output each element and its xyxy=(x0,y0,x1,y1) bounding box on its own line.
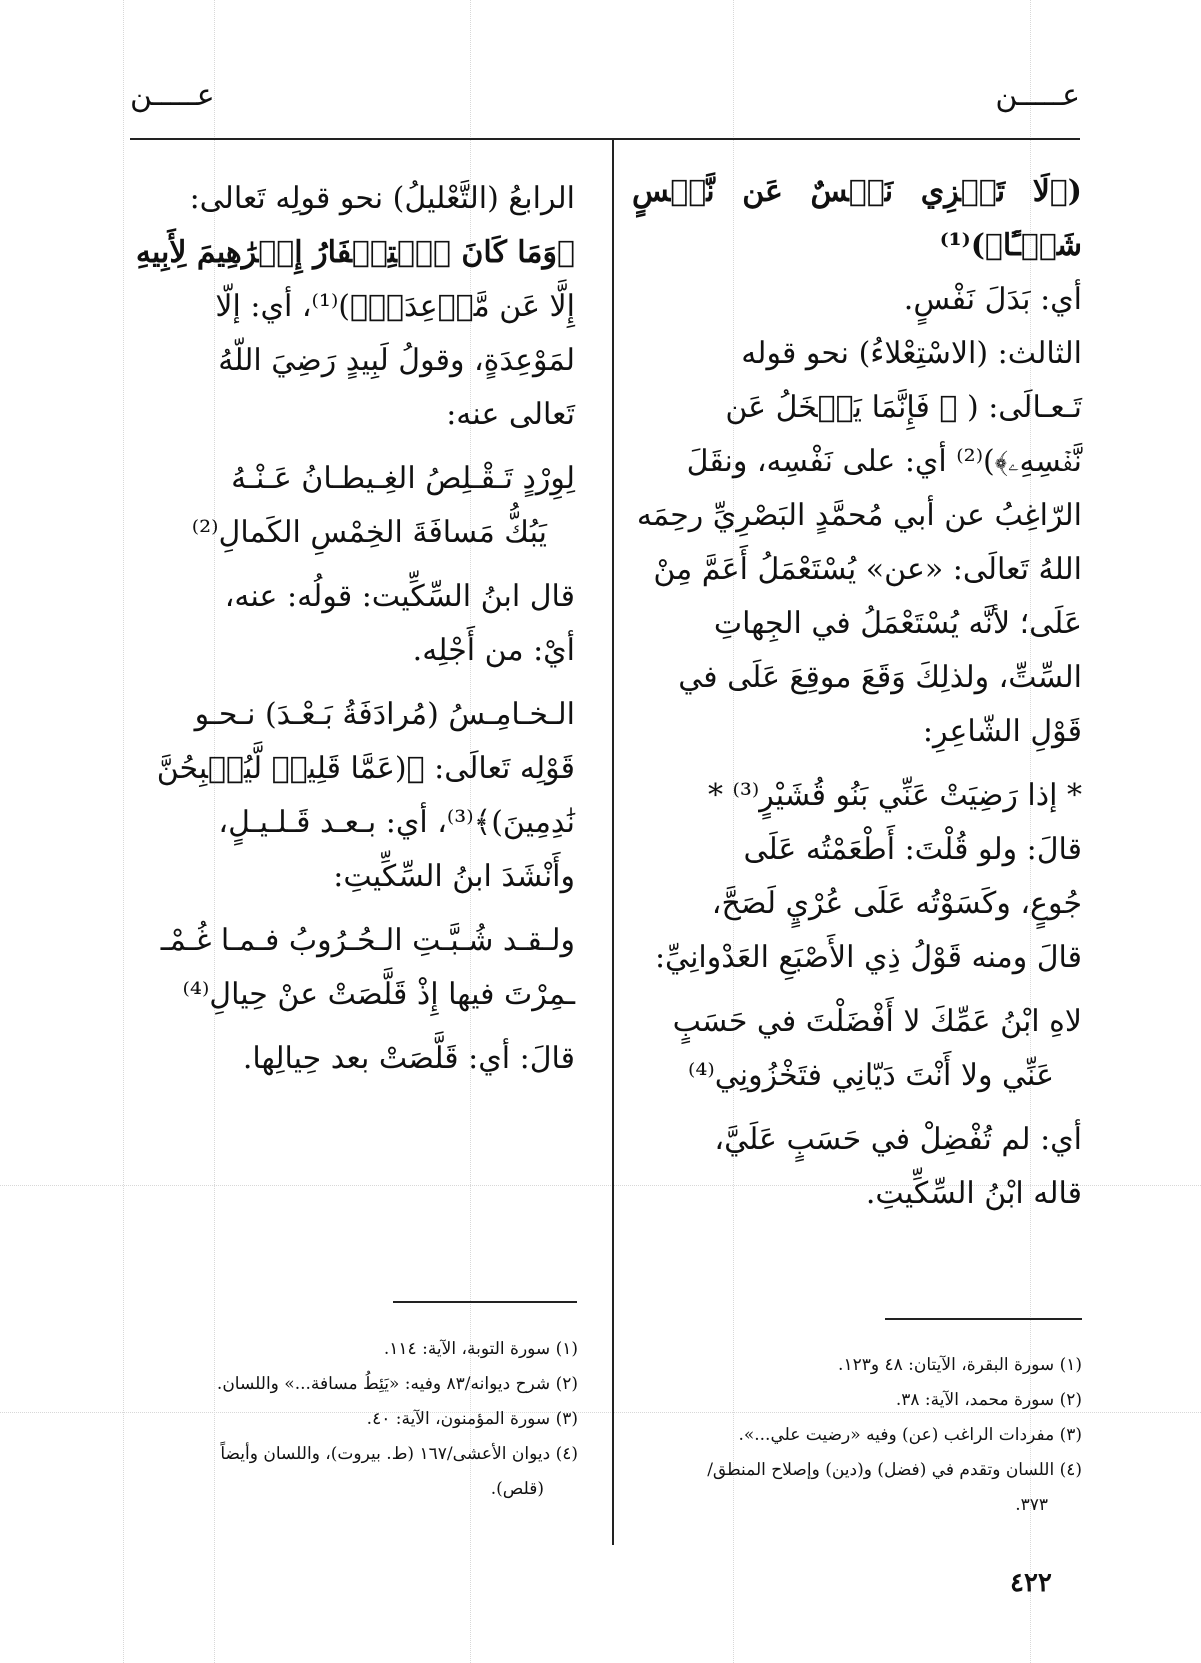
text-line: جُوعٍ، وكَسَوْتُه عَلَى عُرْيٍ لَصَحَّ، xyxy=(711,886,1082,921)
verse-hemistich: عَنِّي ولا أَنْتَ دَيّانِي فتَخْزُونِي⁽⁴⁾ xyxy=(688,1058,1054,1093)
text-line: تَـعـالَى: ( ﴿ فَإِنَّمَا يَبۡخَلُ عَن xyxy=(725,390,1082,425)
text-line: قَوْلِ الشّاعِرِ: xyxy=(922,714,1082,749)
text-line: أيْ: من أَجْلِه. xyxy=(412,633,575,668)
text-line: قاله ابْنُ السِّكِّيتِ. xyxy=(865,1176,1082,1211)
text-line: نَّفۡسِهِۦ﴾)⁽²⁾ أي: على نَفْسِه، ونقَلَ xyxy=(686,444,1082,479)
quran-quote: ﴿وَمَا كَانَ ٱسۡتِغۡفَارُ إِبۡرَٰهِيمَ لِأَبِيهِ xyxy=(135,235,575,270)
footnotes-left xyxy=(130,1332,578,1507)
footnote: (٤) اللسان وتقدم في (فضل) و(دين) وإصلاح المنطق/ xyxy=(707,1460,1082,1480)
text-line: تَعالى عنه: xyxy=(446,397,575,432)
header-keyword-right: عـــــن xyxy=(995,78,1080,113)
footnote: (١) سورة التوبة، الآية: ١١٤. xyxy=(383,1339,578,1359)
text-line: قَوْلِه تَعالَى: ﴿(عَمَّا قَلِيلٖ لَّيُصۡبِحُنَّ xyxy=(156,751,575,786)
footnote-continuation: ٣٧٣. xyxy=(1015,1495,1048,1515)
text-line: نَٰدِمِينَ)﴾⁽³⁾، أي: بـعـد قَـلـيـلٍ، xyxy=(218,805,575,840)
footnote-continuation: (قلص). xyxy=(490,1479,544,1499)
verse-hemistich: ولـقـد شُـبَّـتِ الـحُـرُوبُ فـمـا غُـمْـ xyxy=(160,923,575,958)
verse-hemistich: ـمِرْتَ فيها إِذْ قَلَّصَتْ عنْ حِيالِ⁽⁴⁾ xyxy=(182,977,575,1012)
text-line: أي: لم تُفْضِلْ في حَسَبٍ عَلَيَّ، xyxy=(714,1122,1082,1157)
footnote: (٤) ديوان الأعشى/١٦٧ (ط. بيروت)، واللسان وأيضاً xyxy=(220,1444,578,1464)
text-line: إِلَّا عَن مَّوۡعِدَةٖ﴾)⁽¹⁾، أي: إلّا xyxy=(215,289,575,324)
verse-hemistich: لِوِرْدٍ تَـقْـلِصُ الغِـيطـانُ عَـنْـهُ xyxy=(231,461,575,496)
column-divider xyxy=(612,140,614,1545)
grid-line xyxy=(123,0,124,1663)
footnotes-right xyxy=(632,1348,1082,1523)
text-line: الرابعُ (التَّعْليلُ) نحو قولِه تَعالى: xyxy=(189,181,575,216)
footnote: (٢) شرح ديوانه/٨٣ وفيه: «يَئِطُ مسافة...» واللسان. xyxy=(216,1374,578,1394)
page-number: ٤٢٢ xyxy=(1010,1568,1052,1598)
right-column xyxy=(632,165,1082,1221)
text-line: الرّاغِبُ عن أبي مُحمَّدٍ البَصْرِيِّ رحِمَه xyxy=(636,498,1082,533)
text-line: قالَ: أي: قَلَّصَتْ بعد حِيالِها. xyxy=(242,1041,575,1076)
footnote-rule xyxy=(885,1318,1082,1320)
quran-quote: (﴿لَا تَجۡزِي نَفۡسٌ عَن نَّفۡسٍ شَيۡـًٔا﴾)⁽¹⁾ xyxy=(632,174,1082,263)
left-column xyxy=(130,172,575,1086)
text-line: عَلَى؛ لأنَّه يُسْتَعْمَلُ في الجِهاتِ xyxy=(713,606,1082,641)
verse-hemistich: لاهِ ابْنُ عَمِّكَ لا أَفْضَلْتَ في حَسَبٍ xyxy=(672,1004,1082,1039)
running-header xyxy=(130,78,1080,126)
footnote-rule xyxy=(393,1301,577,1303)
footnote: (٣) سورة المؤمنون، الآية: ٤٠. xyxy=(366,1409,578,1429)
text-line: أي: بَدَلَ نَفْسٍ. xyxy=(903,282,1082,317)
text-line: لمَوْعِدَةٍ، وقولُ لَبِيدٍ رَضِيَ اللّهُ xyxy=(218,343,575,378)
text-line: السِّتِّ، ولذلِكَ وَقَعَ موقِعَ عَلَى في xyxy=(678,660,1082,695)
verse-line: * إذا رَضِيَتْ عَنِّي بَنُو قُشَيْرٍ⁽³⁾ * xyxy=(707,778,1082,813)
header-keyword-left: عـــــن xyxy=(130,78,215,113)
footnote: (١) سورة البقرة، الآيتان: ٤٨ و١٢٣. xyxy=(838,1355,1082,1375)
text-line: قال ابنُ السِّكِّيت: قولُه: عنه، xyxy=(224,579,575,614)
header-rule xyxy=(130,138,1080,140)
text-line: اللهُ تَعالَى: «عن» يُسْتَعْمَلُ أَعَمَّ مِنْ xyxy=(653,552,1082,587)
text-line: قالَ ومنه قَوْلُ ذِي الأَصْبَعِ العَدْوانِيِّ: xyxy=(654,940,1082,975)
text-line: وأَنْشَدَ ابنُ السِّكِّيتِ: xyxy=(333,859,575,894)
footnote: (٢) سورة محمد، الآية: ٣٨. xyxy=(895,1390,1082,1410)
footnote: (٣) مفردات الراغب (عن) وفيه «رضيت علي...». xyxy=(738,1425,1082,1445)
text-line: الـخـامِـسُ (مُرادَفَةُ بَـعْـدَ) نـحـو xyxy=(194,697,575,732)
verse-hemistich: يَبُكُّ مَسافَةَ الخِمْسِ الكَمالِ⁽²⁾ xyxy=(191,515,547,550)
text-line: قالَ: ولو قُلْتَ: أَطْعَمْتُه عَلَى xyxy=(743,832,1082,867)
text-line: الثالث: (الاسْتِعْلاءُ) نحو قوله xyxy=(741,336,1082,371)
